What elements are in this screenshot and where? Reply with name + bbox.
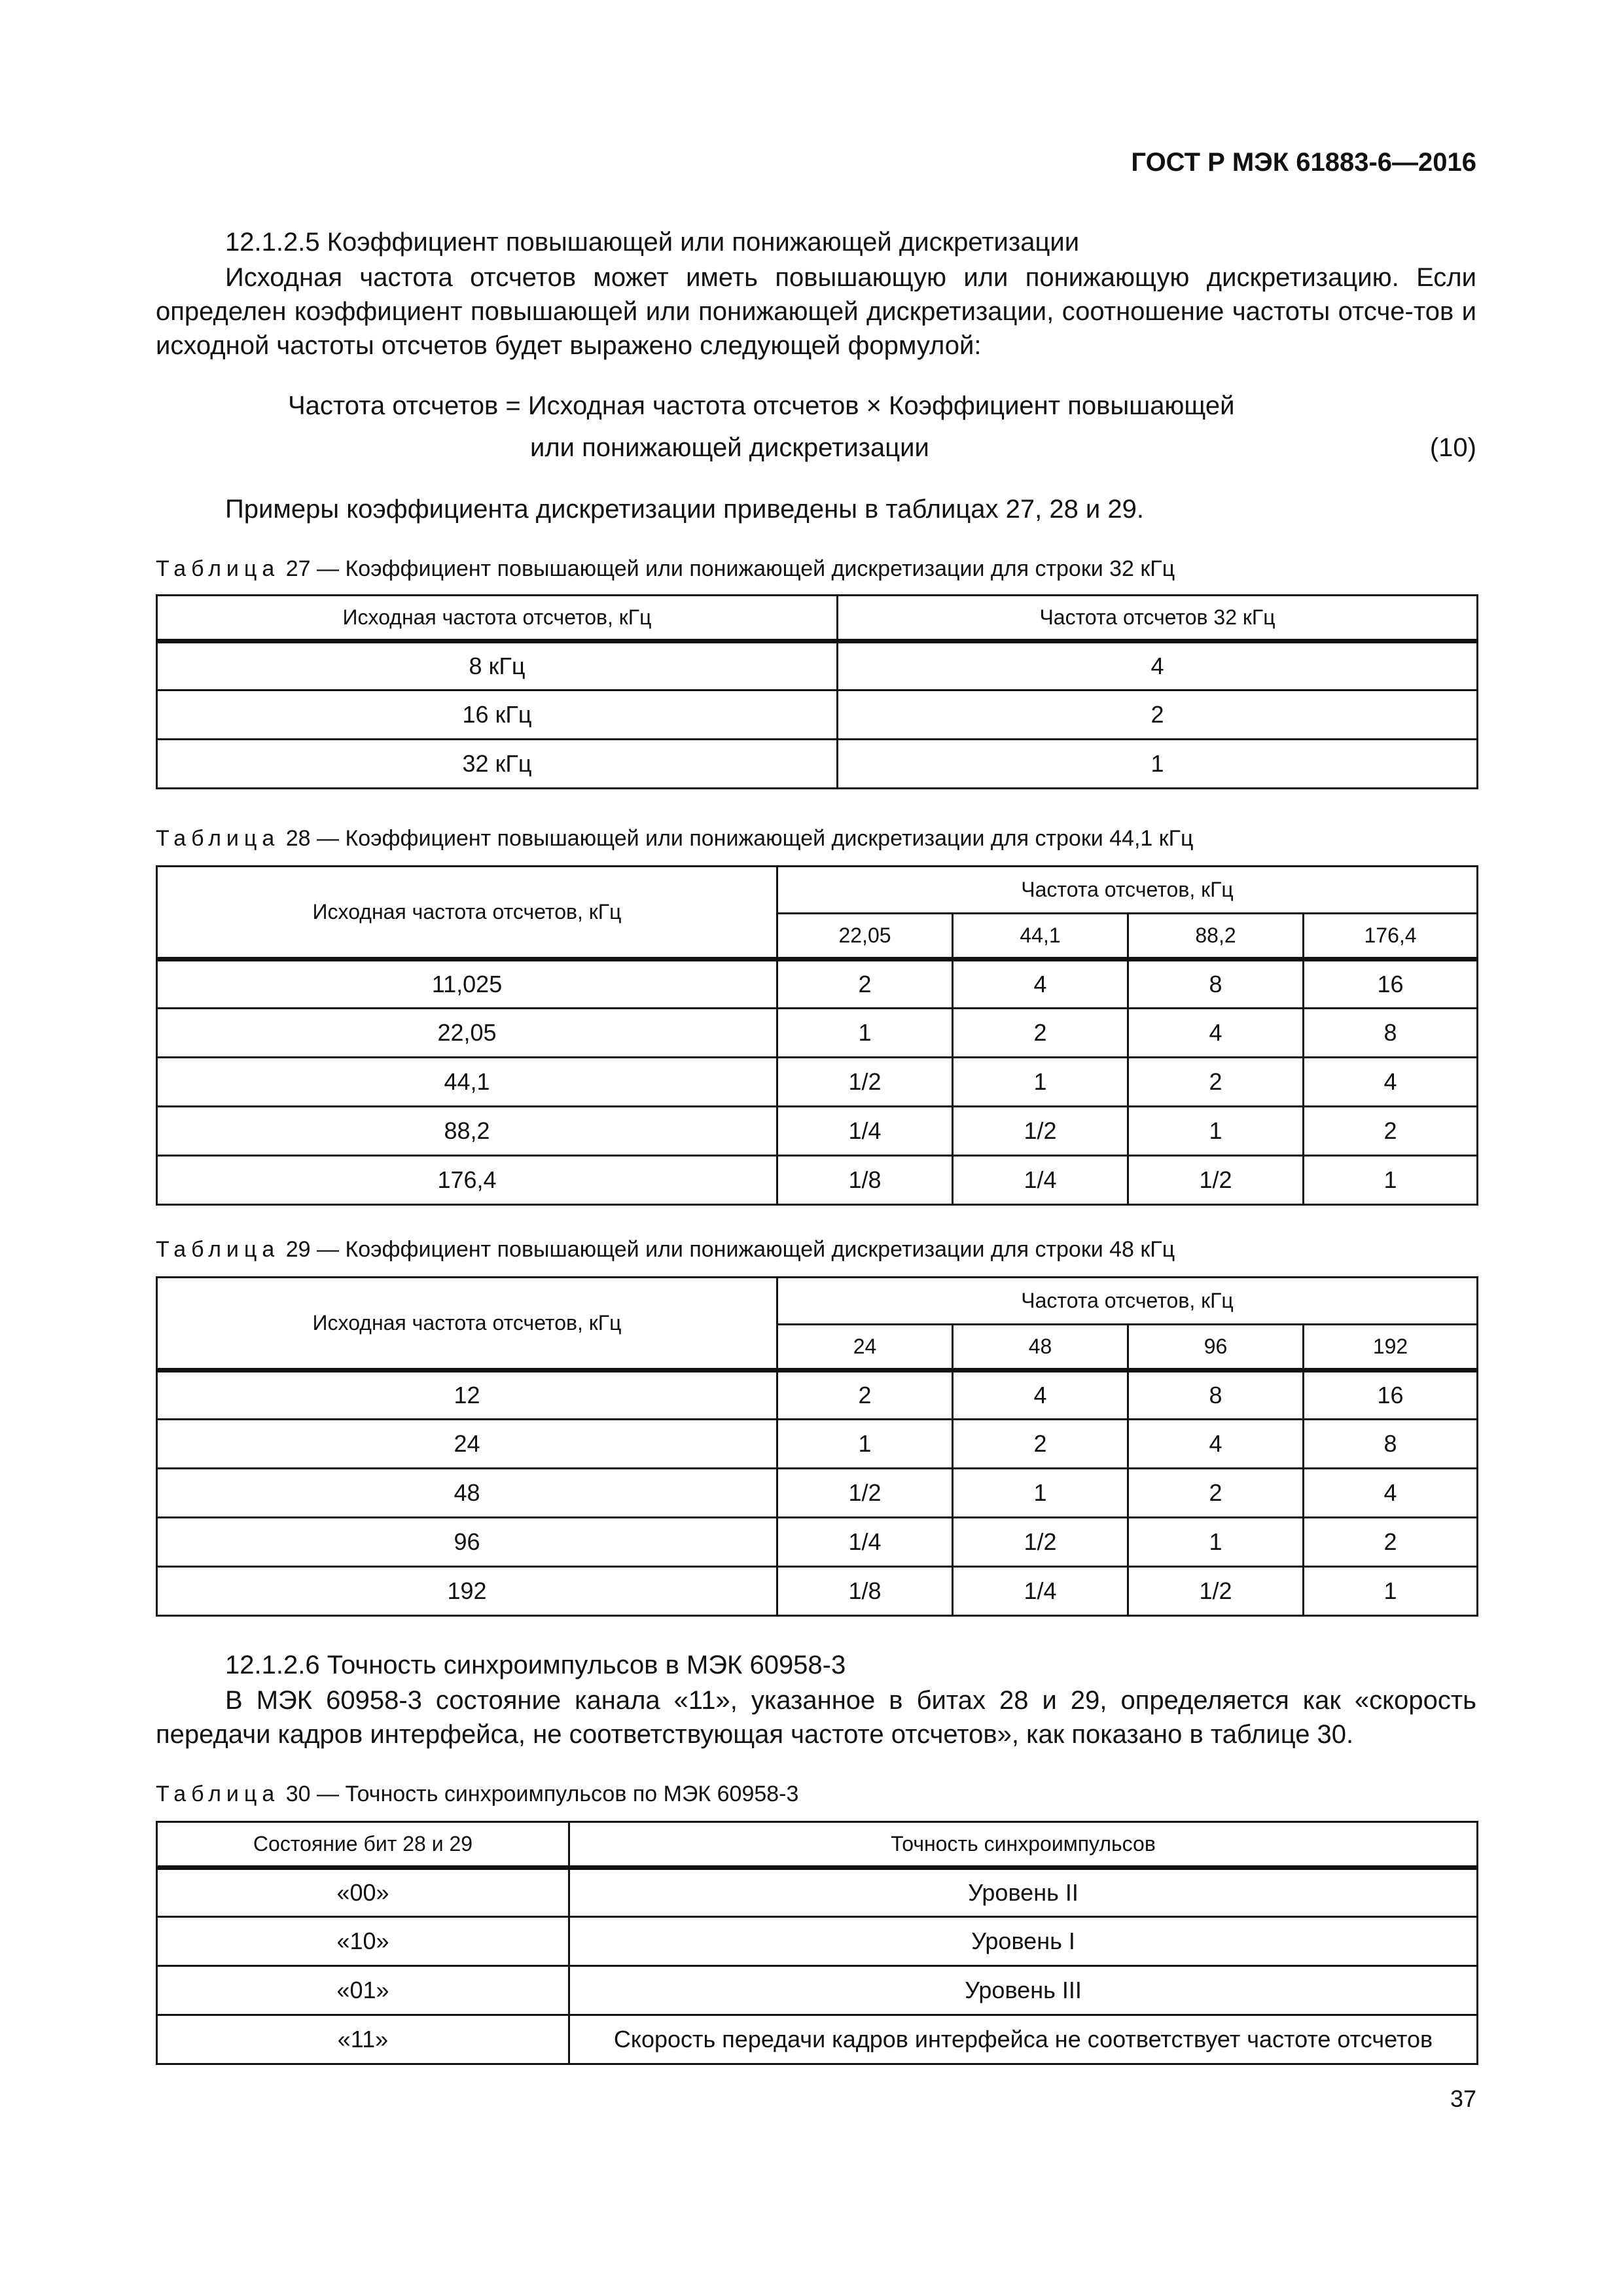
table-28-group-header: Частота отсчетов, кГц (777, 867, 1478, 914)
table-cell: 1 (1128, 1518, 1304, 1567)
table-cell: Уровень I (569, 1917, 1478, 1966)
table-row (157, 1058, 1478, 1107)
table-28-col-header: 176,4 (1304, 914, 1478, 960)
table-30-caption (156, 1782, 798, 1807)
table-row (157, 960, 1478, 1009)
table-cell: 1 (777, 1009, 953, 1058)
section-paragraph-12-1-2-5: Исходная частота отсчетов может иметь повышающую или понижающую дискретизацию. Если определен коэффициент повышающей или понижающей дискретизации, соотношение частоты отсче-тов и исходной частоты отсчетов будет выражено следующей формулой: (156, 263, 1476, 360)
table-row (157, 1107, 1478, 1156)
table-29-col-header: 192 (1304, 1325, 1478, 1371)
table-row (157, 1469, 1478, 1518)
table-cell: Уровень II (569, 1868, 1478, 1917)
table-cell: 1 (1128, 1107, 1304, 1156)
section-title-12-1-2-5: 12.1.2.5 Коэффициент повышающей или понижающей дискретизации (225, 228, 1080, 257)
caption-word: Таблица (156, 556, 280, 581)
table-cell: 12 (157, 1371, 777, 1420)
table-cell: 1/2 (953, 1107, 1128, 1156)
table-cell: Скорость передачи кадров интерфейса не соответствует частоте отсчетов (569, 2015, 1478, 2064)
table-cell: 1 (953, 1058, 1128, 1107)
table-cell: 1/2 (1128, 1567, 1304, 1616)
table-cell: 1/4 (953, 1156, 1128, 1205)
table-cell: 22,05 (157, 1009, 777, 1058)
table-cell: 24 (157, 1420, 777, 1469)
table-cell: 1 (777, 1420, 953, 1469)
caption-text: 30 — Точность синхроимпульсов по МЭК 60958-3 (285, 1782, 799, 1806)
table-27-caption (156, 556, 1175, 582)
table-30-header-accuracy: Точность синхроимпульсов (569, 1822, 1478, 1868)
table-29-group-header: Частота отсчетов, кГц (777, 1278, 1478, 1325)
table-cell: 2 (953, 1420, 1128, 1469)
table-cell: 2 (1128, 1058, 1304, 1107)
table-30-header-state: Состояние бит 28 и 29 (157, 1822, 569, 1868)
table-30 (156, 1821, 1478, 2065)
table-row (157, 740, 1478, 789)
table-cell: 1/4 (777, 1107, 953, 1156)
table-row (157, 1009, 1478, 1058)
table-row (157, 1868, 1478, 1917)
caption-word: Таблица (156, 826, 280, 851)
table-27-header-target: Частота отсчетов 32 кГц (838, 596, 1478, 641)
table-29-col-header: 96 (1128, 1325, 1304, 1371)
table-cell: 8 (1128, 1371, 1304, 1420)
table-cell: 8 (1128, 960, 1304, 1009)
page-number: 37 (1450, 2085, 1476, 2112)
table-cell: 16 кГц (157, 691, 838, 740)
table-row (157, 1966, 1478, 2015)
table-row (157, 1156, 1478, 1205)
table-cell: 1/2 (777, 1469, 953, 1518)
caption-word: Таблица (156, 1237, 280, 1262)
table-cell: 16 (1304, 960, 1478, 1009)
table-cell: 4 (1128, 1009, 1304, 1058)
table-cell: 1 (1304, 1156, 1478, 1205)
table-cell: 44,1 (157, 1058, 777, 1107)
table-cell: 16 (1304, 1371, 1478, 1420)
examples-text: Примеры коэффициента дискретизации приведены в таблицах 27, 28 и 29. (225, 495, 1144, 524)
caption-text: 27 — Коэффициент повышающей или понижающей дискретизации для строки 32 кГц (285, 556, 1175, 581)
table-29-col-header: 48 (953, 1325, 1128, 1371)
caption-word: Таблица (156, 1782, 280, 1806)
table-cell: 4 (953, 1371, 1128, 1420)
table-cell: 11,025 (157, 960, 777, 1009)
table-cell: «10» (157, 1917, 569, 1966)
table-cell: 88,2 (157, 1107, 777, 1156)
table-cell: 2 (777, 1371, 953, 1420)
table-cell: 1/2 (1128, 1156, 1304, 1205)
table-cell: 2 (777, 960, 953, 1009)
table-cell: 1/4 (777, 1518, 953, 1567)
table-row (157, 1567, 1478, 1616)
table-28-caption (156, 826, 1194, 852)
table-cell: 1/2 (953, 1518, 1128, 1567)
table-cell: 1 (1304, 1567, 1478, 1616)
table-cell: 48 (157, 1469, 777, 1518)
table-cell: 1/2 (777, 1058, 953, 1107)
table-27 (156, 594, 1478, 789)
table-row (157, 1518, 1478, 1567)
table-row (157, 1420, 1478, 1469)
table-29-col-header: 24 (777, 1325, 953, 1371)
table-cell: 8 кГц (157, 641, 838, 691)
table-28-row-header: Исходная частота отсчетов, кГц (157, 867, 777, 960)
table-cell: 8 (1304, 1420, 1478, 1469)
table-cell: 8 (1304, 1009, 1478, 1058)
section-title-12-1-2-6: 12.1.2.6 Точность синхроимпульсов в МЭК 60958-3 (225, 1651, 846, 1679)
formula-line-1: Частота отсчетов = Исходная частота отсчетов × Коэффициент повышающей (288, 391, 1235, 420)
table-cell: 32 кГц (157, 740, 838, 789)
caption-text: 29 — Коэффициент повышающей или понижающей дискретизации для строки 48 кГц (285, 1237, 1175, 1262)
table-cell: 1/8 (777, 1567, 953, 1616)
table-row (157, 1917, 1478, 1966)
table-cell: 4 (1304, 1469, 1478, 1518)
table-28 (156, 865, 1478, 1206)
table-27-header-source: Исходная частота отсчетов, кГц (157, 596, 838, 641)
table-cell: 2 (953, 1009, 1128, 1058)
table-cell: Уровень III (569, 1966, 1478, 2015)
table-row (157, 2015, 1478, 2064)
table-cell: «11» (157, 2015, 569, 2064)
table-cell: 4 (838, 641, 1478, 691)
table-cell: 4 (1128, 1420, 1304, 1469)
formula-line-2: или понижающей дискретизации (530, 433, 929, 462)
table-cell: 2 (1128, 1469, 1304, 1518)
table-cell: 96 (157, 1518, 777, 1567)
table-cell: 1 (838, 740, 1478, 789)
table-row (157, 691, 1478, 740)
table-29-row-header: Исходная частота отсчетов, кГц (157, 1278, 777, 1371)
table-cell: 1/8 (777, 1156, 953, 1205)
table-28-col-header: 22,05 (777, 914, 953, 960)
table-row (157, 1371, 1478, 1420)
table-cell: 4 (953, 960, 1128, 1009)
table-cell: «00» (157, 1868, 569, 1917)
table-cell: 2 (1304, 1518, 1478, 1567)
table-cell: 2 (1304, 1107, 1478, 1156)
table-cell: 192 (157, 1567, 777, 1616)
table-cell: 1 (953, 1469, 1128, 1518)
table-cell: 176,4 (157, 1156, 777, 1205)
caption-text: 28 — Коэффициент повышающей или понижающей дискретизации для строки 44,1 кГц (285, 826, 1194, 851)
table-29-caption (156, 1237, 1175, 1263)
table-cell: «01» (157, 1966, 569, 2015)
formula-number: (10) (1429, 433, 1476, 462)
document-code: ГОСТ Р МЭК 61883-6—2016 (1131, 148, 1476, 177)
table-cell: 4 (1304, 1058, 1478, 1107)
section-paragraph-12-1-2-6: В МЭК 60958-3 состояние канала «11», указанное в битах 28 и 29, определяется как «скорость передачи кадров интерфейса, не соответствующая частоте отсчетов», как показано в таблице 30. (156, 1686, 1476, 1749)
table-cell: 1/4 (953, 1567, 1128, 1616)
table-28-col-header: 88,2 (1128, 914, 1304, 960)
table-row (157, 641, 1478, 691)
table-cell: 2 (838, 691, 1478, 740)
table-28-col-header: 44,1 (953, 914, 1128, 960)
table-29 (156, 1276, 1478, 1617)
